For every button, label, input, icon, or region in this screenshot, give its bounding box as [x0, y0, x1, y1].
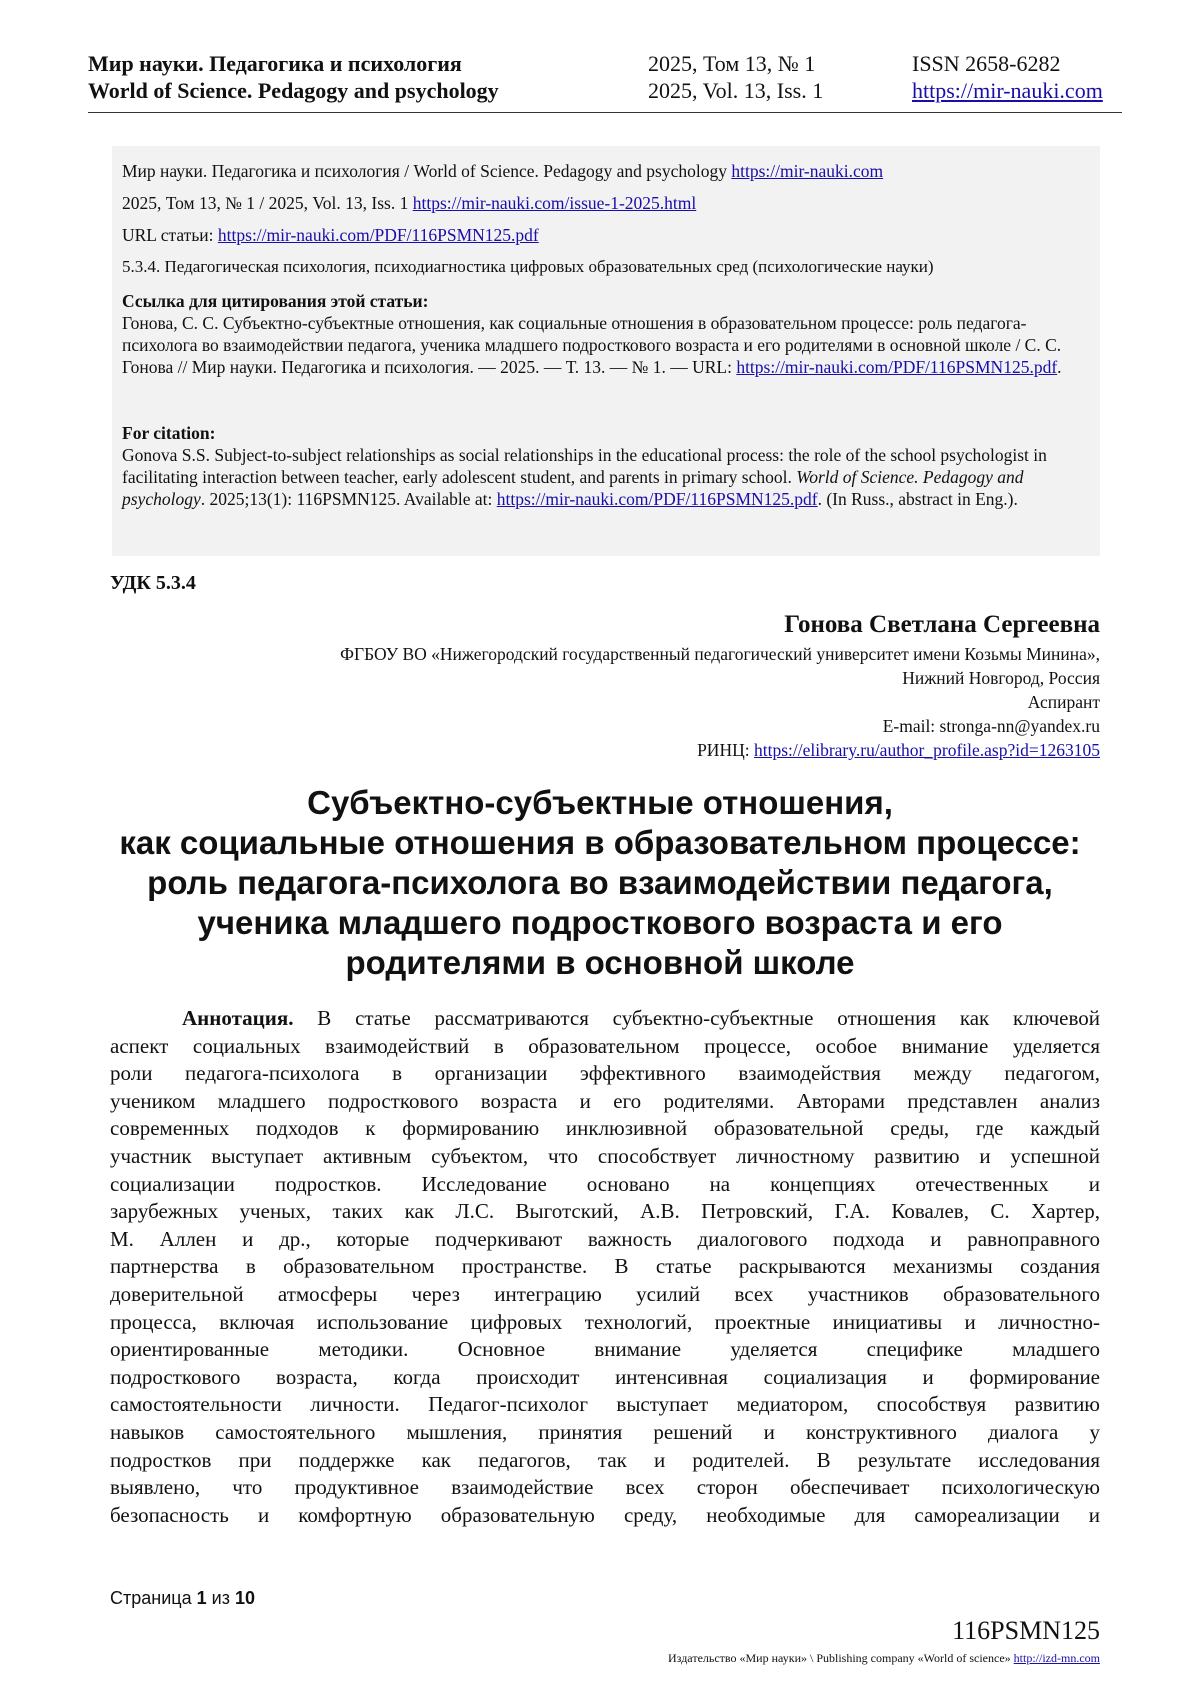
- info-journal-line: Мир науки. Педагогика и психология / World of Science. Pedagogy and psychology https://mir-nauki.com: [122, 161, 884, 181]
- info-issue-line: 2025, Том 13, № 1 / 2025, Vol. 13, Iss. 1 https://mir-nauki.com/issue-1-2025.html: [122, 193, 697, 213]
- info-url-line: URL статьи: https://mir-nauki.com/PDF/116PSMN125.pdf: [122, 225, 539, 245]
- abstract-line: Аннотация. В статье рассматриваются субъектно-субъектные отношения как ключевой: [182, 1006, 1100, 1030]
- abstract-line: процесса, включая использование цифровых технологий, проектные инициативы и личностно-: [110, 1309, 1100, 1334]
- journal-title-en: World of Science. Pedagogy and psychology: [88, 78, 499, 103]
- article-info-box: [112, 146, 1100, 556]
- abstract-line: навыков самостоятельного мышления, принятия решений и конструктивного диалога у: [110, 1419, 1100, 1444]
- abstract-line: аспект социальных взаимодействий в образовательном процессе, особое внимание уделяется: [110, 1033, 1100, 1058]
- page-total: 10: [234, 1588, 255, 1608]
- citation-en: [122, 422, 1092, 510]
- info-journal-link[interactable]: https://mir-nauki.com: [731, 161, 884, 181]
- issue-en: 2025, Vol. 13, Iss. 1: [648, 78, 824, 103]
- journal-site-link[interactable]: https://mir-nauki.com: [912, 78, 1103, 103]
- abstract-line: учеником младшего подросткового возраста и его родителями. Авторами представлен анализ: [110, 1088, 1100, 1113]
- author-city: Нижний Новгород, Россия: [902, 668, 1100, 688]
- abstract-line: современных подходов к формированию инклюзивной образовательной среды, где каждый: [110, 1116, 1100, 1141]
- author-rinc-link[interactable]: https://elibrary.ru/author_profile.asp?id=1263105: [753, 740, 1100, 760]
- abstract-line: зарубежных ученых, таких как Л.С. Выготский, А.В. Петровский, Г.А. Ковалев, С. Хартер,: [110, 1199, 1100, 1224]
- info-specialty: 5.3.4. Педагогическая психология, психодиагностика цифровых образовательных сред (психологические науки): [122, 257, 934, 276]
- abstract-line: М. Аллен и др., которые подчеркивают важность диалогового подхода и равноправного: [110, 1226, 1100, 1251]
- page-number: 1: [196, 1588, 207, 1608]
- issn: ISSN 2658-6282: [912, 51, 1061, 76]
- publisher-link[interactable]: http://izd-mn.com: [1013, 1651, 1100, 1665]
- abstract-line: социализации подростков. Исследование основано на концепциях отечественных и: [110, 1171, 1100, 1196]
- abstract: [110, 1005, 1100, 1529]
- abstract-line: участник выступает активным субъектом, что способствует личностному развитию и успешной: [110, 1143, 1100, 1168]
- article-id: 116PSMN125: [952, 1616, 1100, 1645]
- citation-en-heading: For citation:: [122, 423, 216, 443]
- title-line: ученика младшего подросткового возраста и его: [197, 904, 1003, 941]
- abstract-line: выявлено, что продуктивное взаимодействие всех сторон обеспечивает психологическую: [110, 1475, 1100, 1500]
- udk-code: УДК 5.3.4: [110, 572, 196, 594]
- journal-header: [88, 50, 1122, 113]
- journal-title-ru: Мир науки. Педагогика и психология: [88, 51, 462, 76]
- citation-ru: [122, 290, 1092, 378]
- title-line: роль педагога-психолога во взаимодействии педагога,: [147, 864, 1053, 901]
- abstract-line: подростков при поддержке как педагогов, так и родителей. В результате исследования: [110, 1447, 1100, 1472]
- info-article-url-link[interactable]: https://mir-nauki.com/PDF/116PSMN125.pdf: [217, 225, 539, 245]
- article-title: [100, 783, 1100, 983]
- citation-en-link[interactable]: https://mir-nauki.com/PDF/116PSMN125.pdf: [496, 489, 818, 509]
- header-issn-site: [912, 50, 1103, 104]
- author-rinc: РИНЦ: https://elibrary.ru/author_profile.asp?id=1263105: [697, 740, 1100, 760]
- citation-ru-body: Гонова, С. С. Субъектно-субъектные отношения, как социальные отношения в образовательном процессе: роль педагога-психолога во взаимодействии педагога, ученика младшего подросткового возраста и его родителями в основной школе / С. С. Гонова // Мир науки. Педагогика и психология. — 2025. — Т. 13. — № 1. — URL: https://mir-nauki.com/PDF/116PSMN125.pdf.: [122, 313, 1062, 377]
- title-line: как социальные отношения в образовательном процессе:: [119, 824, 1081, 861]
- citation-ru-heading: Ссылка для цитирования этой статьи:: [122, 291, 429, 311]
- info-issue-link[interactable]: https://mir-nauki.com/issue-1-2025.html: [412, 193, 697, 213]
- citation-ru-link[interactable]: https://mir-nauki.com/PDF/116PSMN125.pdf: [736, 357, 1058, 377]
- page-counter: Страница 1 из 10: [110, 1588, 255, 1608]
- author-block: [340, 610, 1100, 762]
- title-line: Субъектно-субъектные отношения,: [307, 784, 893, 821]
- abstract-line: роли педагога-психолога в организации эффективного взаимодействия между педагогом,: [110, 1061, 1100, 1086]
- abstract-line: партнерства в образовательном пространстве. В статье раскрываются механизмы создания: [110, 1254, 1100, 1279]
- author-email: E-mail: stronga-nn@yandex.ru: [882, 716, 1100, 736]
- abstract-line: доверительной атмосферы через интеграцию усилий всех участников образовательного: [110, 1281, 1100, 1306]
- title-line: родителями в основной школе: [345, 944, 855, 981]
- publisher-line: Издательство «Мир науки» \ Publishing company «World of science» http://izd-mn.com: [668, 1651, 1100, 1665]
- author-position: Аспирант: [1027, 692, 1100, 712]
- abstract-line: самостоятельности личности. Педагог-психолог выступает медиатором, способствуя развитию: [110, 1392, 1100, 1417]
- abstract-line: безопасность и комфортную образовательную среду, необходимые для самореализации и: [110, 1502, 1100, 1527]
- header-journal-names: [88, 50, 499, 104]
- author-name: Гонова Светлана Сергеевна: [784, 611, 1100, 638]
- abstract-line: подросткового возраста, когда происходит интенсивная социализация и формирование: [110, 1364, 1100, 1389]
- citation-en-body: Gonova S.S. Subject-to-subject relationships as social relationships in the educational process: the role of the school psychologist in facilitating interaction between teacher, early adolescent student, and parents in primary school. World of Science. Pedagogy and psychology. 2025;13(1): 116PSMN125. Available at: https://mir-nauki.com/PDF/116PSMN125.pdf. (In Russ., abstract in Eng.).: [122, 445, 1047, 509]
- abstract-label: Аннотация.: [182, 1006, 294, 1030]
- author-affiliation: ФГБОУ ВО «Нижегородский государственный педагогический университет имени Козьмы Минина»,: [340, 644, 1100, 664]
- header-issue: [648, 50, 823, 104]
- issue-ru: 2025, Том 13, № 1: [648, 51, 816, 76]
- abstract-line: ориентированные методики. Основное внимание уделяется специфике младшего: [110, 1337, 1100, 1362]
